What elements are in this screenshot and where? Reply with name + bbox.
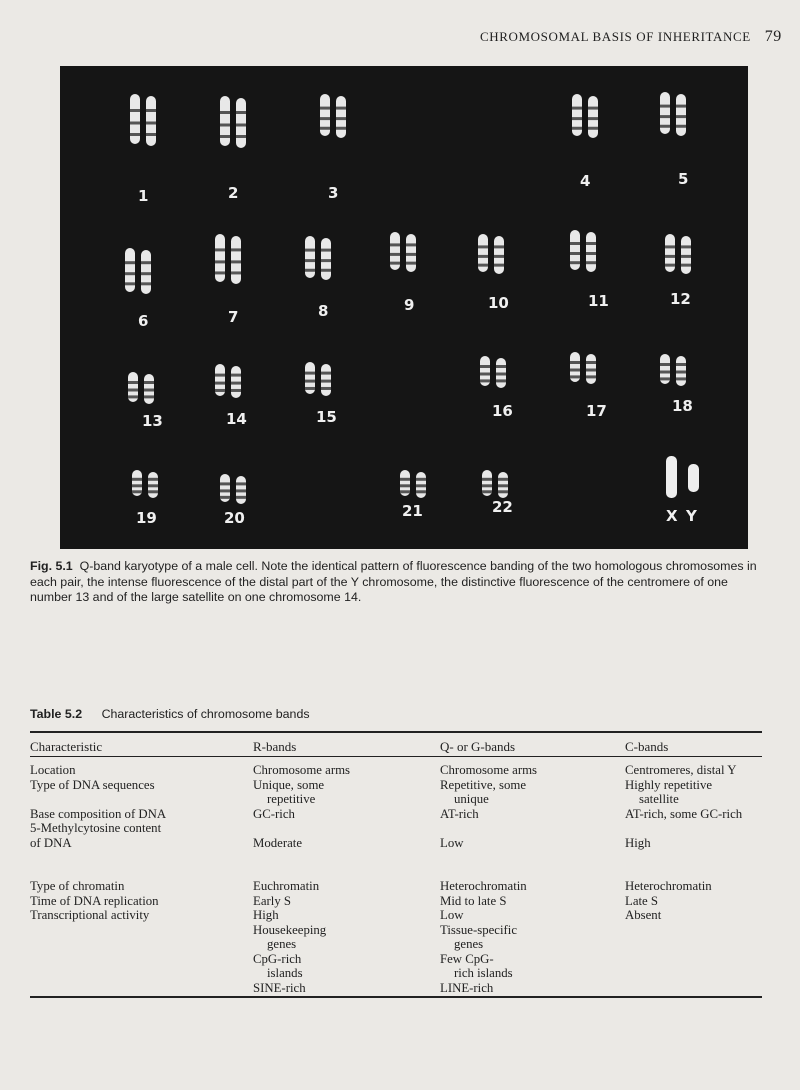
band — [231, 271, 241, 274]
band — [236, 482, 246, 485]
band — [660, 377, 670, 380]
chromosome-pair-21 — [400, 470, 426, 498]
band — [588, 117, 598, 120]
band — [400, 484, 410, 487]
c-chromatin: Heterochromatin — [625, 879, 712, 893]
chromosome-label-16: 16 — [492, 402, 513, 420]
band — [128, 381, 138, 384]
chromosome-pair-22 — [482, 470, 508, 498]
r-dna-sequences-cont: repetitive — [267, 792, 316, 806]
band — [586, 361, 596, 364]
band — [146, 133, 156, 136]
c-replication: Late S — [625, 893, 659, 908]
chromosome-label-15: 15 — [316, 408, 337, 426]
row-label-methylcytosine-cont: of DNA — [30, 835, 72, 850]
band — [660, 105, 670, 108]
chromosome-pair-12 — [665, 234, 691, 274]
band — [681, 245, 691, 248]
band — [416, 484, 426, 487]
band — [231, 374, 241, 377]
band — [570, 361, 580, 364]
band — [498, 484, 508, 487]
q-g-bands-column — [440, 763, 537, 995]
band — [141, 272, 151, 275]
band — [215, 248, 225, 251]
band — [588, 107, 598, 110]
q-dna-sequences-cont: unique — [454, 792, 489, 806]
chromosome-label-5: 5 — [678, 170, 689, 188]
r-extra-3: CpG-rich — [253, 951, 302, 966]
band — [305, 249, 315, 252]
chromosome-pair-17 — [570, 352, 596, 384]
band — [676, 377, 686, 380]
chromosome-pair-20 — [220, 474, 246, 504]
chromosome — [130, 94, 140, 144]
r-extra-5: SINE-rich — [253, 980, 306, 995]
chromosome-label-11: 11 — [588, 292, 609, 310]
chromosome-label-20: 20 — [224, 509, 245, 527]
band — [144, 395, 154, 398]
band — [220, 111, 230, 114]
chromosome-pair-3 — [320, 94, 346, 138]
q-dna-sequences: Repetitive, some — [440, 777, 527, 792]
band — [406, 253, 416, 256]
band — [336, 117, 346, 120]
chromosome-pair-1 — [130, 94, 156, 146]
chromosome-label-21: 21 — [402, 502, 423, 520]
header-q-g-bands: Q- or G-bands — [440, 739, 516, 754]
band — [146, 109, 156, 112]
band — [220, 489, 230, 492]
chromosome-pair-18 — [660, 354, 686, 386]
chromosome-label-9: 9 — [404, 296, 415, 314]
band — [676, 115, 686, 118]
chromosome-label-13: 13 — [142, 412, 163, 430]
band — [400, 478, 410, 481]
r-methylcytosine: Moderate — [253, 835, 303, 850]
chromosome-label-X: X — [666, 507, 678, 525]
chromosome-pair-13 — [128, 372, 154, 404]
band — [570, 261, 580, 264]
band — [586, 252, 596, 255]
table-title — [30, 707, 770, 721]
q-extra-3: Few CpG- — [440, 951, 494, 966]
q-extra-2: genes — [454, 937, 484, 951]
band — [215, 260, 225, 263]
band — [676, 363, 686, 366]
r-transcription: High — [253, 908, 279, 922]
band — [676, 371, 686, 374]
chromosome-label-17: 17 — [586, 402, 607, 420]
figure-label: Fig. 5.1 — [30, 559, 73, 573]
q-extra-5: LINE-rich — [440, 980, 494, 995]
chromosome-pair-6 — [125, 248, 151, 294]
q-transcription: Low — [440, 908, 464, 922]
q-chromatin: Heterochromatin — [440, 879, 527, 893]
band — [125, 272, 135, 275]
band — [148, 484, 158, 487]
band — [494, 255, 504, 258]
q-base-composition: AT-rich — [440, 806, 479, 821]
band — [482, 478, 492, 481]
q-methylcytosine: Low — [440, 835, 464, 850]
band — [478, 255, 488, 258]
table-title-text: Characteristics of chromosome bands — [101, 707, 310, 721]
chromosome-label-18: 18 — [672, 397, 693, 415]
band — [236, 489, 246, 492]
band — [498, 490, 508, 493]
chromosome — [231, 236, 241, 284]
band — [148, 478, 158, 481]
chromosome-pair-14 — [215, 364, 241, 398]
r-location: Chromosome arms — [253, 763, 351, 777]
chromosome — [321, 238, 331, 280]
band — [660, 115, 670, 118]
q-replication: Mid to late S — [440, 893, 507, 908]
c-methylcytosine: High — [625, 835, 651, 850]
c-location: Centromeres, distal Y — [625, 763, 737, 777]
band — [220, 482, 230, 485]
band — [480, 365, 490, 368]
band — [141, 282, 151, 285]
chromosome-pair-4 — [572, 94, 598, 138]
band — [665, 255, 675, 258]
header-r-bands: R-bands — [253, 739, 297, 754]
chromosome-pair-9 — [390, 232, 416, 272]
chromosome-pair-15 — [305, 362, 331, 396]
band — [586, 242, 596, 245]
band — [236, 124, 246, 127]
band — [132, 484, 142, 487]
band — [231, 389, 241, 392]
chromosome — [336, 96, 346, 138]
chromosome-pair-2 — [220, 96, 246, 148]
chromosome-label-22: 22 — [492, 498, 513, 516]
chromosome — [688, 464, 699, 492]
band — [321, 372, 331, 375]
table-header-rule — [30, 756, 762, 757]
chromosome — [676, 94, 686, 136]
band — [570, 369, 580, 372]
table-label: Table 5.2 — [30, 707, 83, 721]
band — [400, 490, 410, 493]
chromosome — [220, 96, 230, 146]
characteristic-column — [30, 763, 166, 923]
c-dna-sequences-cont: satellite — [639, 792, 679, 806]
band — [390, 243, 400, 246]
band — [215, 271, 225, 274]
row-label-replication: Time of DNA replication — [30, 893, 159, 908]
band — [498, 478, 508, 481]
band — [130, 122, 140, 125]
running-head-title: CHROMOSOMAL BASIS OF INHERITANCE — [480, 29, 751, 44]
band — [478, 245, 488, 248]
band — [665, 264, 675, 267]
band — [480, 379, 490, 382]
r-bands-column — [253, 763, 350, 995]
band — [320, 107, 330, 110]
band — [416, 490, 426, 493]
page-number: 79 — [764, 28, 782, 45]
chromosome-pair-7 — [215, 234, 241, 284]
row-label-base-composition: Base composition of DNA — [30, 806, 167, 821]
chromosome-label-3: 3 — [328, 184, 339, 202]
chromosome — [666, 456, 677, 498]
band — [125, 282, 135, 285]
band — [681, 264, 691, 267]
band — [406, 243, 416, 246]
band — [125, 261, 135, 264]
band — [336, 127, 346, 130]
band — [236, 111, 246, 114]
band — [321, 387, 331, 390]
band — [681, 255, 691, 258]
figure-caption-text: Q-band karyotype of a male cell. Note the identical pattern of fluorescence banding of the two homologous chromosomes in each pair, the intense fluorescence of the distal part of the Y chromosome, the distinctive fluorescence of the centromere of one number 13 and of the large satellite on one chromosome 14. — [30, 559, 757, 604]
chromosome-label-14: 14 — [226, 410, 247, 428]
band — [144, 381, 154, 384]
band — [572, 127, 582, 130]
chromosome-pair-10 — [478, 234, 504, 274]
band — [665, 245, 675, 248]
band — [480, 373, 490, 376]
band — [416, 478, 426, 481]
band — [478, 264, 488, 267]
band — [660, 363, 670, 366]
chromosome-label-19: 19 — [136, 509, 157, 527]
band — [572, 107, 582, 110]
band — [660, 125, 670, 128]
band — [130, 109, 140, 112]
karyotype-figure — [60, 66, 748, 549]
chromosome-pair-19 — [132, 470, 158, 498]
band — [572, 117, 582, 120]
chromosome-label-12: 12 — [670, 290, 691, 308]
band — [482, 484, 492, 487]
band — [321, 259, 331, 262]
chromosome — [146, 96, 156, 146]
band — [390, 253, 400, 256]
band — [321, 249, 331, 252]
c-dna-sequences: Highly repetitive — [625, 777, 713, 792]
r-replication: Early S — [253, 893, 292, 908]
band — [130, 133, 140, 136]
band — [676, 125, 686, 128]
band — [236, 135, 246, 138]
r-chromatin: Euchromatin — [253, 879, 320, 893]
band — [336, 107, 346, 110]
band — [406, 262, 416, 265]
table-top-rule — [30, 731, 762, 733]
c-bands-column — [625, 763, 742, 923]
r-extra-1: Housekeeping — [253, 922, 327, 937]
band — [215, 389, 225, 392]
band — [320, 117, 330, 120]
band — [321, 269, 331, 272]
band — [660, 371, 670, 374]
chromosome — [125, 248, 135, 292]
band — [231, 248, 241, 251]
r-extra-4: islands — [267, 966, 303, 980]
band — [305, 387, 315, 390]
header-c-bands: C-bands — [625, 739, 669, 754]
chromosome-label-4: 4 — [580, 172, 591, 190]
chromosome — [588, 96, 598, 138]
c-base-composition: AT-rich, some GC-rich — [625, 806, 743, 821]
band — [148, 490, 158, 493]
band — [496, 379, 506, 382]
band — [321, 380, 331, 383]
band — [588, 127, 598, 130]
chromosome-label-6: 6 — [138, 312, 149, 330]
c-transcription: Absent — [625, 908, 662, 922]
band — [390, 262, 400, 265]
band — [494, 245, 504, 248]
chromosome — [236, 98, 246, 148]
r-base-composition: GC-rich — [253, 806, 295, 821]
chromosome — [141, 250, 151, 294]
r-dna-sequences: Unique, some — [253, 777, 325, 792]
band — [305, 269, 315, 272]
karyotype-image — [60, 66, 748, 549]
q-extra-4: rich islands — [454, 966, 513, 980]
q-location: Chromosome arms — [440, 763, 538, 777]
chromosome-label-1: 1 — [138, 187, 149, 205]
chromosome-label-10: 10 — [488, 294, 509, 312]
band — [231, 382, 241, 385]
band — [305, 372, 315, 375]
row-label-chromatin: Type of chromatin — [30, 879, 125, 893]
band — [132, 490, 142, 493]
band — [236, 496, 246, 499]
row-label-dna-sequences: Type of DNA sequences — [30, 777, 155, 792]
band — [570, 242, 580, 245]
chromosome-pair-8 — [305, 236, 331, 280]
band — [586, 369, 596, 372]
chromosome — [215, 234, 225, 282]
band — [220, 496, 230, 499]
band — [676, 105, 686, 108]
running-head — [480, 28, 782, 46]
band — [320, 127, 330, 130]
band — [494, 264, 504, 267]
band — [496, 365, 506, 368]
row-label-transcription: Transcriptional activity — [30, 908, 150, 922]
band — [570, 252, 580, 255]
band — [570, 375, 580, 378]
chromosome-label-7: 7 — [228, 308, 239, 326]
chromosome-pair-X-Y — [666, 456, 699, 498]
band — [586, 261, 596, 264]
row-label-methylcytosine: 5-Methylcytosine content — [30, 821, 162, 835]
band — [132, 478, 142, 481]
band — [146, 122, 156, 125]
band — [496, 373, 506, 376]
figure-caption — [30, 559, 770, 606]
band — [215, 382, 225, 385]
chromosome-pair-11 — [570, 230, 596, 272]
chromosome-label-8: 8 — [318, 302, 329, 320]
band — [128, 395, 138, 398]
chromosome-label-2: 2 — [228, 184, 239, 202]
chromosome-label-Y: Y — [686, 507, 697, 525]
row-label-location: Location — [30, 763, 76, 777]
band — [220, 135, 230, 138]
band — [305, 380, 315, 383]
r-extra-2: genes — [267, 937, 297, 951]
band — [128, 389, 138, 392]
band — [220, 124, 230, 127]
chromosome-pair-5 — [660, 92, 686, 136]
table-bottom-rule — [30, 996, 762, 998]
band — [144, 389, 154, 392]
band — [231, 260, 241, 263]
header-characteristic: Characteristic — [30, 739, 103, 754]
band — [141, 261, 151, 264]
band — [215, 374, 225, 377]
q-extra-1: Tissue-specific — [440, 922, 518, 937]
band — [482, 490, 492, 493]
band — [305, 259, 315, 262]
chromosome-pair-16 — [480, 356, 506, 388]
band — [586, 375, 596, 378]
